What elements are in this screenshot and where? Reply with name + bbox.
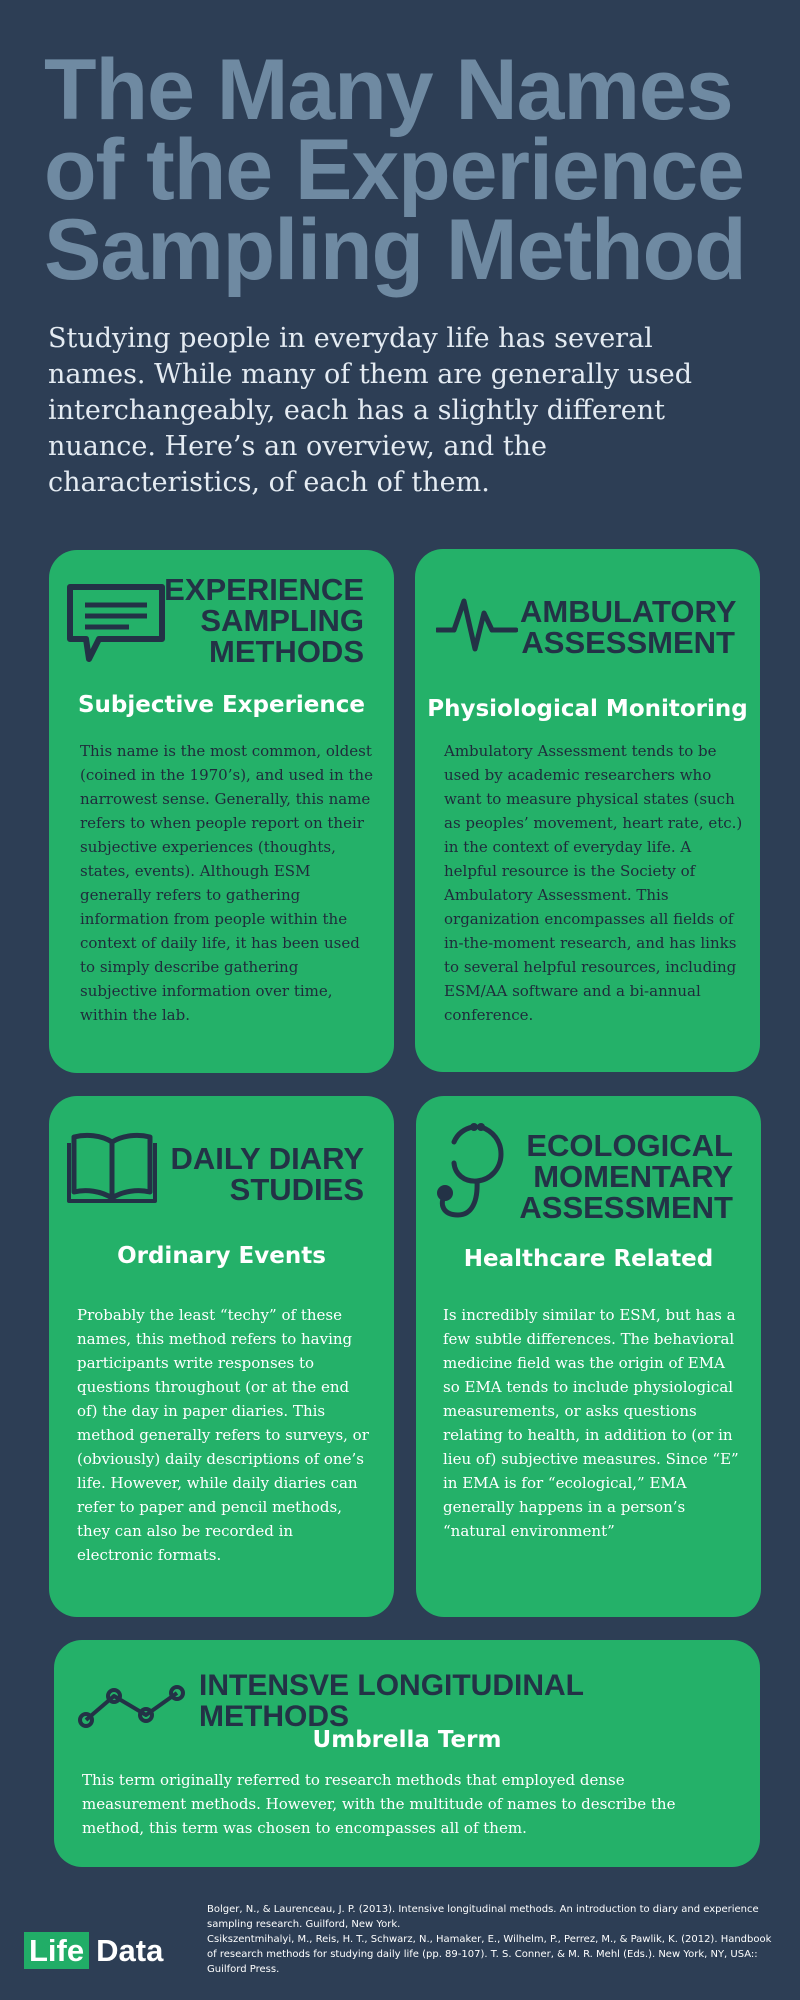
logo-data: Data — [96, 1933, 164, 1968]
card-ecological-momentary — [416, 1096, 761, 1617]
reference-item: Csikszentmihalyi, M., Reis, H. T., Schwarz, N., Hamaker, E., Wilhelm, P., Perrez, M., & Pawlik, K. (2012). Handbook of research methods for studying daily life (pp. 89-107). T. S. Conner, & M. R. Mehl (Eds.). New York, NY, USA:: Guilford Press. — [207, 1934, 772, 1975]
heartbeat-icon — [436, 597, 518, 657]
card-heading: DAILY DIARY STUDIES — [170, 1141, 364, 1207]
card-subtitle: Healthcare Related — [463, 1246, 714, 1272]
card-subtitle: Ordinary Events — [117, 1243, 326, 1269]
book-icon — [66, 1130, 158, 1206]
card-body: Is incredibly similar to ESM, but has a few subtle differences. The behavioral medicine field was the origin of EMA so EMA tends to include physiological measurements, or asks questions relating to health, in addition to (or in lieu of) subjective measures. Since “E” in EMA is for “ecological,” EMA generally happens in a person’s “natural environment” — [443, 1306, 739, 1540]
speech-bubble-icon — [65, 584, 167, 662]
card-heading: AMBULATORY ASSESSMENT — [520, 594, 737, 660]
page-title: The Many Names of the Experience Sampling Method — [44, 42, 746, 298]
reference-item: Bolger, N., & Laurenceau, J. P. (2013). Intensive longitudinal methods. An introduction to diary and experience sampling research. Guilford, New York. — [207, 1904, 759, 1930]
stethoscope-icon — [433, 1123, 518, 1223]
card-body: This term originally referred to research methods that employed dense measurement methods. However, with the multitude of names to describe the method, this term was chosen to encompasses all of them. — [82, 1771, 676, 1837]
card-body: Ambulatory Assessment tends to be used by academic researchers who want to measure physical states (such as peoples’ movement, heart rate, etc.) in the context of everyday life. A helpful resource is the Society of Ambulatory Assessment. This organization encompasses all fields of in-the-moment research, and has links to several helpful resources, including ESM/AA software and a bi-annual conference. — [444, 742, 743, 1024]
card-experience-sampling — [49, 550, 394, 1073]
card-intensive-longitudinal — [54, 1640, 760, 1867]
card-ambulatory-assessment — [415, 549, 760, 1072]
card-heading: EXPERIENCE SAMPLING METHODS — [164, 572, 364, 669]
card-heading: INTENSVE LONGITUDINAL METHODS — [199, 1669, 584, 1733]
card-subtitle: Subjective Experience — [77, 692, 366, 718]
lifedata-logo — [24, 1932, 164, 1969]
card-subtitle: Physiological Monitoring — [427, 696, 748, 722]
card-daily-diary — [49, 1096, 394, 1617]
line-graph-icon — [77, 1683, 185, 1729]
logo-life: Life — [24, 1932, 89, 1969]
card-heading: ECOLOGICAL MOMENTARY ASSESSMENT — [519, 1128, 733, 1225]
card-body: Probably the least “techy” of these names, this method refers to having participants write responses to questions throughout (or at the end of) the day in paper diaries. This method generally refers to surveys, or (obviously) daily descriptions of one’s life. However, while daily diaries can refer to paper and pencil methods, they can also be recorded in electronic formats. — [77, 1306, 369, 1564]
references — [207, 1902, 782, 1977]
card-subtitle: Umbrella Term — [312, 1727, 502, 1753]
intro-text: Studying people in everyday life has several names. While many of them are generally used interchangeably, each has a slightly different nuance. Here’s an overview, and the characteristics, of each of them. — [48, 323, 693, 498]
card-body: This name is the most common, oldest (coined in the 1970’s), and used in the narrowest sense. Generally, this name refers to when people report on their subjective experiences (thoughts, states, events). Although ESM generally refers to gathering information from people within the context of daily life, it has been used to simply describe gathering subjective information over time, within the lab. — [80, 742, 373, 1024]
